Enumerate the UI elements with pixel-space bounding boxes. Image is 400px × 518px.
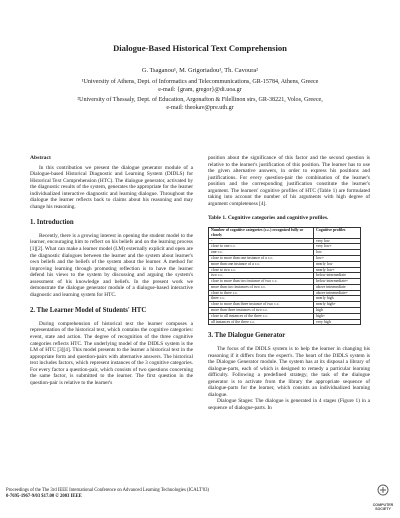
abstract-text: In this contribution we present the dialogue generator module of a Dialogue-based Historical Diagnostic and Learning System (DIDLS) for Historical Text Comprehension (HTC). The dialogue generator, activated by the diagnostic results of the system, generates the appropriate for the learner individualized interactive diagnostic and learning dialogue. Throughout the dialogue the learner reflects back to claims about his reasoning and may change his reasoning. xyxy=(30,164,193,210)
table-cell-profile: below intermediate xyxy=(314,273,361,279)
introduction-text: Recently, there is a growing interest in opening the student model to the learner, encouraging him to reflect on his beliefs and on the learning process [1][2]. What can make a learner model (LM) externally explicit and open are the diagnostic dialogues between the learner and the system about learner's own beliefs and the beliefs of the system about the learner. A method for improving learning through promoting reflection is to have the learner defend his views to the system by discussing and arguing the system's assessment of his knowledge and beliefs. In the present work we demonstrate the dialogue generator module of a dialogue-based interactive diagnostic and learning system for HTC. xyxy=(30,232,194,298)
table-cell-categories: close to more than one instance of a c.c. xyxy=(209,255,314,261)
affiliation-1-email: e-mail: {gram, gregor}@di.uoa.gr xyxy=(158,87,242,93)
paper-title: Dialogue-Based Historical Text Comprehension xyxy=(113,43,287,53)
table-cell-profile: very low+ xyxy=(314,244,361,250)
table-cell-profile: nearly high+ xyxy=(314,302,361,308)
table-cell-categories: one c.c. xyxy=(209,250,314,256)
table-cell-profile: above intermediate xyxy=(314,284,361,290)
logo-line-society: SOCIETY xyxy=(375,507,391,511)
table-cell-profile: high xyxy=(314,308,361,314)
table-cell-profile: very high xyxy=(314,319,361,325)
left-column xyxy=(30,155,193,386)
table-cell-categories: close to more than three instance of two c.c. xyxy=(209,302,314,308)
affiliation-2-email: e-mail: theokav@pre.uth.gr xyxy=(166,105,234,111)
logo-line-computer: COMPUTER xyxy=(372,503,394,507)
table-cell-profile: low+ xyxy=(314,255,361,261)
table-cell-categories: more than one instance of a c.c. xyxy=(209,261,314,267)
section-heading-learner-model: 2. The Learner Model of Students' HTC xyxy=(30,307,147,315)
table-cell-profile: nearly low+ xyxy=(314,267,361,273)
computer-society-logo xyxy=(370,484,396,514)
table-cell-categories: - xyxy=(209,238,314,244)
table-cell-categories: close to two c.c. xyxy=(209,267,314,273)
position-text: position about the significance of this factor and the second question is relative to the learner's justification of this position. The learner has to use the given alternative answers, in order to express his positions and justifications. For every question-pair the combination of the learner's position and the corresponding justification constitute the learner's argument. The learners' cognitive profiles of HTC (Table 1) are formulated taking into account the number of his arguments with high degree of argument completeness [4]. xyxy=(208,155,370,207)
table-body xyxy=(209,238,361,325)
proceedings-footer xyxy=(6,488,209,500)
section-heading-dialogue-generator: 3. The Dialogue Generator xyxy=(208,332,286,340)
table-cell-profile: high+ xyxy=(314,313,361,319)
table-cell-categories: more than three instances of two c.c. xyxy=(209,308,314,314)
table-cell-profile: nearly high xyxy=(314,296,361,302)
affiliation-2 xyxy=(0,96,400,112)
dialogue-stages-text: Dialogue Stages: The dialogue is generated in 4 stages (Figure 1) in a sequence of dialogue-parts. In xyxy=(208,398,370,411)
table-cell-profile: above intermediate+ xyxy=(314,290,361,296)
table-cell-categories: close to three c.c. xyxy=(209,290,314,296)
table-cell-profile: below intermediate+ xyxy=(314,279,361,285)
abstract-heading: Abstract xyxy=(30,155,51,161)
table-cell-categories: close to more than two instance of two c.c. xyxy=(209,279,314,285)
table-cell-categories: all instances of the three c.c. xyxy=(209,319,314,325)
table-cell-categories: two c.c. xyxy=(209,273,314,279)
computer-society-logo-icon xyxy=(377,484,389,498)
isbn-line: 0-7695-1967-9/03 $17.00 © 2003 IEEE xyxy=(6,494,82,499)
affiliation-1-address: ¹University of Athens, Dept. of Informatics and Telecommunications, GR-15784, Athens, Greece xyxy=(81,79,319,85)
table-cell-categories: close to all instances of the three c.c. xyxy=(209,313,314,319)
proceedings-line: Proceedings of the The 3rd IEEE International Conference on Advanced Learning Technologies (ICALT'03) xyxy=(6,488,209,493)
right-column xyxy=(208,155,370,411)
table-header-row xyxy=(209,227,361,238)
table-cell-categories: close to one c.c. xyxy=(209,244,314,250)
dialogue-generator-text: The focus of the DIDLS system is to help the learner in changing his reasoning if it differs from the expert's. The heart of the DIDLS system is the Dialogue Generator module. The system has at its disposal a library of dialogue-parts, each of which is designed to remedy a particular learning difficulty. Following a predefined strategy, the task of the dialogue generator is to activate from the library the appropriate sequence of dialogue-parts for the learner, which consists an individualized learning dialogue. xyxy=(208,346,370,398)
affiliation-2-address: ²University of Thessaly, Dept. of Education, Argonafton & Filellinon strs, GR-38221, Volos, Greece, xyxy=(77,97,323,103)
column-header-profiles: Cognitive profiles xyxy=(314,227,361,238)
table-cell-categories: more than two instances of two c.c. xyxy=(209,284,314,290)
table-row xyxy=(209,319,361,325)
table-caption: Table 1. Cognitive categories and cognitive profiles. xyxy=(208,215,329,222)
table-cell-profile: nearly low xyxy=(314,261,361,267)
column-header-categories: Number of cognitive categories (c.c.) recognised fully or closely xyxy=(209,227,314,238)
table-cell-profile: low xyxy=(314,250,361,256)
affiliation-1 xyxy=(0,78,400,94)
learner-model-text: During comprehension of historical text the learner composes a representation of the historical text, which contains the cognitive categories: event, state and action. The degree of recognition of the three cognitive categories reflects HTC. The underlying model of the DIDLS system is the LM of HTC [3][4]. This model presents to the learner a historical text in the appropriate form and question-pairs with alternative answers. The historical text includes factors, which represent instances of the 3 cognitive categories. For every factor a question-pair, which consists of two questions concerning the same factor, is submitted to the learner. The first question in the question-pair is relative to the learner's xyxy=(30,320,193,386)
author-list: G. Tsaganou¹, M. Grigoriadou¹, Th. Cavoura² xyxy=(141,67,259,74)
table-cell-categories: three c.c. xyxy=(209,296,314,302)
section-heading-introduction: 1. Introduction xyxy=(30,219,74,227)
table-cell-profile: very low xyxy=(314,238,361,244)
cognitive-profiles-table xyxy=(208,227,361,326)
